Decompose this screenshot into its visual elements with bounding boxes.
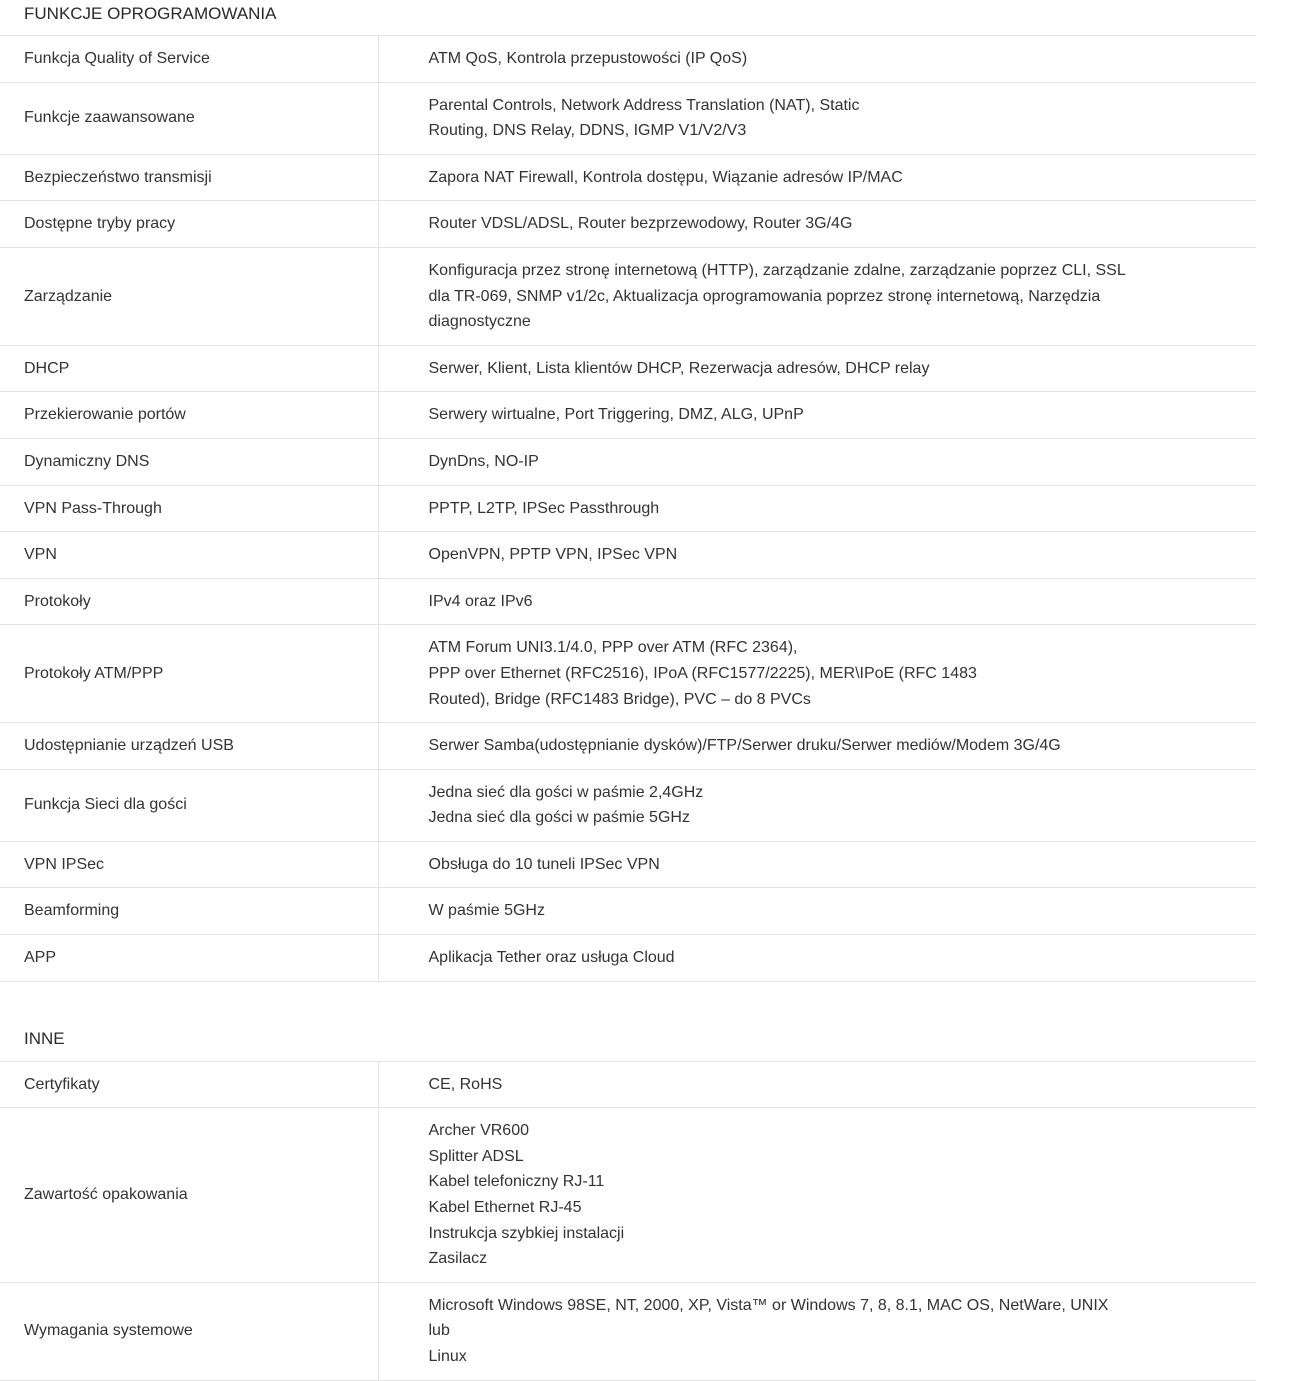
section-title: FUNKCJE OPROGRAMOWANIA <box>0 0 1256 36</box>
spec-value-line: Kabel telefoniczny RJ-11 <box>428 1173 605 1191</box>
spec-label: APP <box>0 935 378 982</box>
spec-label: Zawartość opakowania <box>0 1108 378 1283</box>
spec-value <box>378 1282 1256 1380</box>
spec-value-line: Routing, DNS Relay, DDNS, IGMP V1/V2/V3 <box>428 122 747 140</box>
spec-value-line: Jedna sieć dla gości w paśmie 5GHz <box>428 809 690 827</box>
spec-value <box>378 1062 1256 1108</box>
spec-label: Przekierowanie portów <box>0 392 378 439</box>
section-gap <box>0 982 1294 1026</box>
spec-value <box>378 201 1256 248</box>
spec-label: VPN <box>0 532 378 579</box>
spec-value <box>378 345 1256 392</box>
table-row <box>0 1062 1256 1108</box>
table-row <box>0 392 1256 439</box>
spec-label: VPN IPSec <box>0 841 378 888</box>
spec-value-line: Serwer Samba(udostępnianie dysków)/FTP/Serwer druku/Serwer mediów/Modem 3G/4G <box>428 737 1061 755</box>
spec-value <box>378 36 1256 82</box>
table-row <box>0 1108 1256 1283</box>
spec-value <box>378 769 1256 841</box>
spec-value <box>378 532 1256 579</box>
spec-value-line: Microsoft Windows 98SE, NT, 2000, XP, Vista™ or Windows 7, 8, 8.1, MAC OS, NetWare, UNIX lub <box>428 1296 1109 1340</box>
table-row <box>0 888 1256 935</box>
spec-value-line: dla TR-069, SNMP v1/2c, Aktualizacja oprogramowania poprzez stronę internetową, Narzędzia <box>428 287 1101 305</box>
spec-value-line: Konfiguracja przez stronę internetową (HTTP), zarządzanie zdalne, zarządzanie poprzez CLI, SSL <box>428 261 1126 279</box>
spec-value-line: W paśmie 5GHz <box>428 902 545 920</box>
spec-value <box>378 247 1256 345</box>
spec-value <box>378 578 1256 625</box>
spec-value-line: DynDns, NO-IP <box>428 452 539 470</box>
spec-label: DHCP <box>0 345 378 392</box>
table-row <box>0 532 1256 579</box>
spec-value-line: Splitter ADSL <box>428 1147 524 1165</box>
spec-value-line: Instrukcja szybkiej instalacji <box>428 1224 625 1242</box>
table-row <box>0 625 1256 723</box>
spec-value-line: Linux <box>428 1348 467 1365</box>
spec-value-line: Obsługa do 10 tuneli IPSec VPN <box>428 855 660 873</box>
spec-value-line: Kabel Ethernet RJ-45 <box>428 1199 582 1217</box>
spec-value <box>378 723 1256 770</box>
spec-label: Zarządzanie <box>0 247 378 345</box>
spec-value <box>378 841 1256 888</box>
spec-label: Protokoły ATM/PPP <box>0 625 378 723</box>
table-row <box>0 578 1256 625</box>
spec-value-line: IPv4 oraz IPv6 <box>428 592 533 610</box>
spec-value-line: PPP over Ethernet (RFC2516), IPoA (RFC1577/2225), MER\IPoE (RFC 1483 <box>428 664 977 682</box>
spec-value-line: Routed), Bridge (RFC1483 Bridge), PVC – do 8 PVCs <box>428 690 811 708</box>
spec-label: VPN Pass-Through <box>0 485 378 532</box>
spec-label: Funkcja Sieci dla gości <box>0 769 378 841</box>
table-row <box>0 82 1256 154</box>
table-row <box>0 1282 1256 1380</box>
spec-value <box>378 625 1256 723</box>
spec-label: Wymagania systemowe <box>0 1282 378 1380</box>
table-row <box>0 154 1256 201</box>
table-row <box>0 438 1256 485</box>
table-row <box>0 247 1256 345</box>
spec-label: Bezpieczeństwo transmisji <box>0 154 378 201</box>
spec-value-line: Serwer, Klient, Lista klientów DHCP, Rezerwacja adresów, DHCP relay <box>428 359 930 377</box>
spec-table <box>0 1062 1256 1381</box>
spec-label: Certyfikaty <box>0 1062 378 1108</box>
spec-value-line: Router VDSL/ADSL, Router bezprzewodowy, Router 3G/4G <box>428 215 853 233</box>
table-row <box>0 485 1256 532</box>
spec-table <box>0 36 1256 982</box>
spec-value <box>378 82 1256 154</box>
spec-value-line: ATM QoS, Kontrola przepustowości (IP QoS) <box>428 50 748 67</box>
spec-value <box>378 154 1256 201</box>
table-row <box>0 769 1256 841</box>
spec-value-line: PPTP, L2TP, IPSec Passthrough <box>428 499 660 517</box>
spec-value-line: Parental Controls, Network Address Translation (NAT), Static <box>428 96 860 114</box>
spec-label: Beamforming <box>0 888 378 935</box>
spec-label: Udostępnianie urządzeń USB <box>0 723 378 770</box>
spec-value-line: ATM Forum UNI3.1/4.0, PPP over ATM (RFC 2364), <box>428 639 798 657</box>
spec-value-line: OpenVPN, PPTP VPN, IPSec VPN <box>428 546 678 564</box>
spec-value <box>378 392 1256 439</box>
table-row <box>0 36 1256 82</box>
table-row <box>0 345 1256 392</box>
table-row <box>0 935 1256 982</box>
spec-value-line: Aplikacja Tether oraz usługa Cloud <box>428 949 675 967</box>
spec-value <box>378 1108 1256 1283</box>
spec-value-line: diagnostyczne <box>428 313 531 331</box>
spec-value <box>378 438 1256 485</box>
table-row <box>0 723 1256 770</box>
spec-value-line: CE, RoHS <box>428 1075 503 1093</box>
table-row <box>0 841 1256 888</box>
spec-label: Funkcje zaawansowane <box>0 82 378 154</box>
table-row <box>0 201 1256 248</box>
spec-value <box>378 485 1256 532</box>
spec-label: Dostępne tryby pracy <box>0 201 378 248</box>
spec-label: Protokoły <box>0 578 378 625</box>
spec-value-line: Serwery wirtualne, Port Triggering, DMZ, ALG, UPnP <box>428 406 804 424</box>
spec-value-line: Zapora NAT Firewall, Kontrola dostępu, Wiązanie adresów IP/MAC <box>428 168 903 186</box>
spec-value-line: Archer VR600 <box>428 1122 529 1140</box>
section-title: INNE <box>0 1026 1256 1062</box>
spec-value-line: Jedna sieć dla gości w paśmie 2,4GHz <box>428 783 704 801</box>
spec-value-line: Zasilacz <box>428 1250 488 1268</box>
spec-label: Funkcja Quality of Service <box>0 36 378 82</box>
spec-value <box>378 935 1256 982</box>
spec-value <box>378 888 1256 935</box>
spec-label: Dynamiczny DNS <box>0 438 378 485</box>
